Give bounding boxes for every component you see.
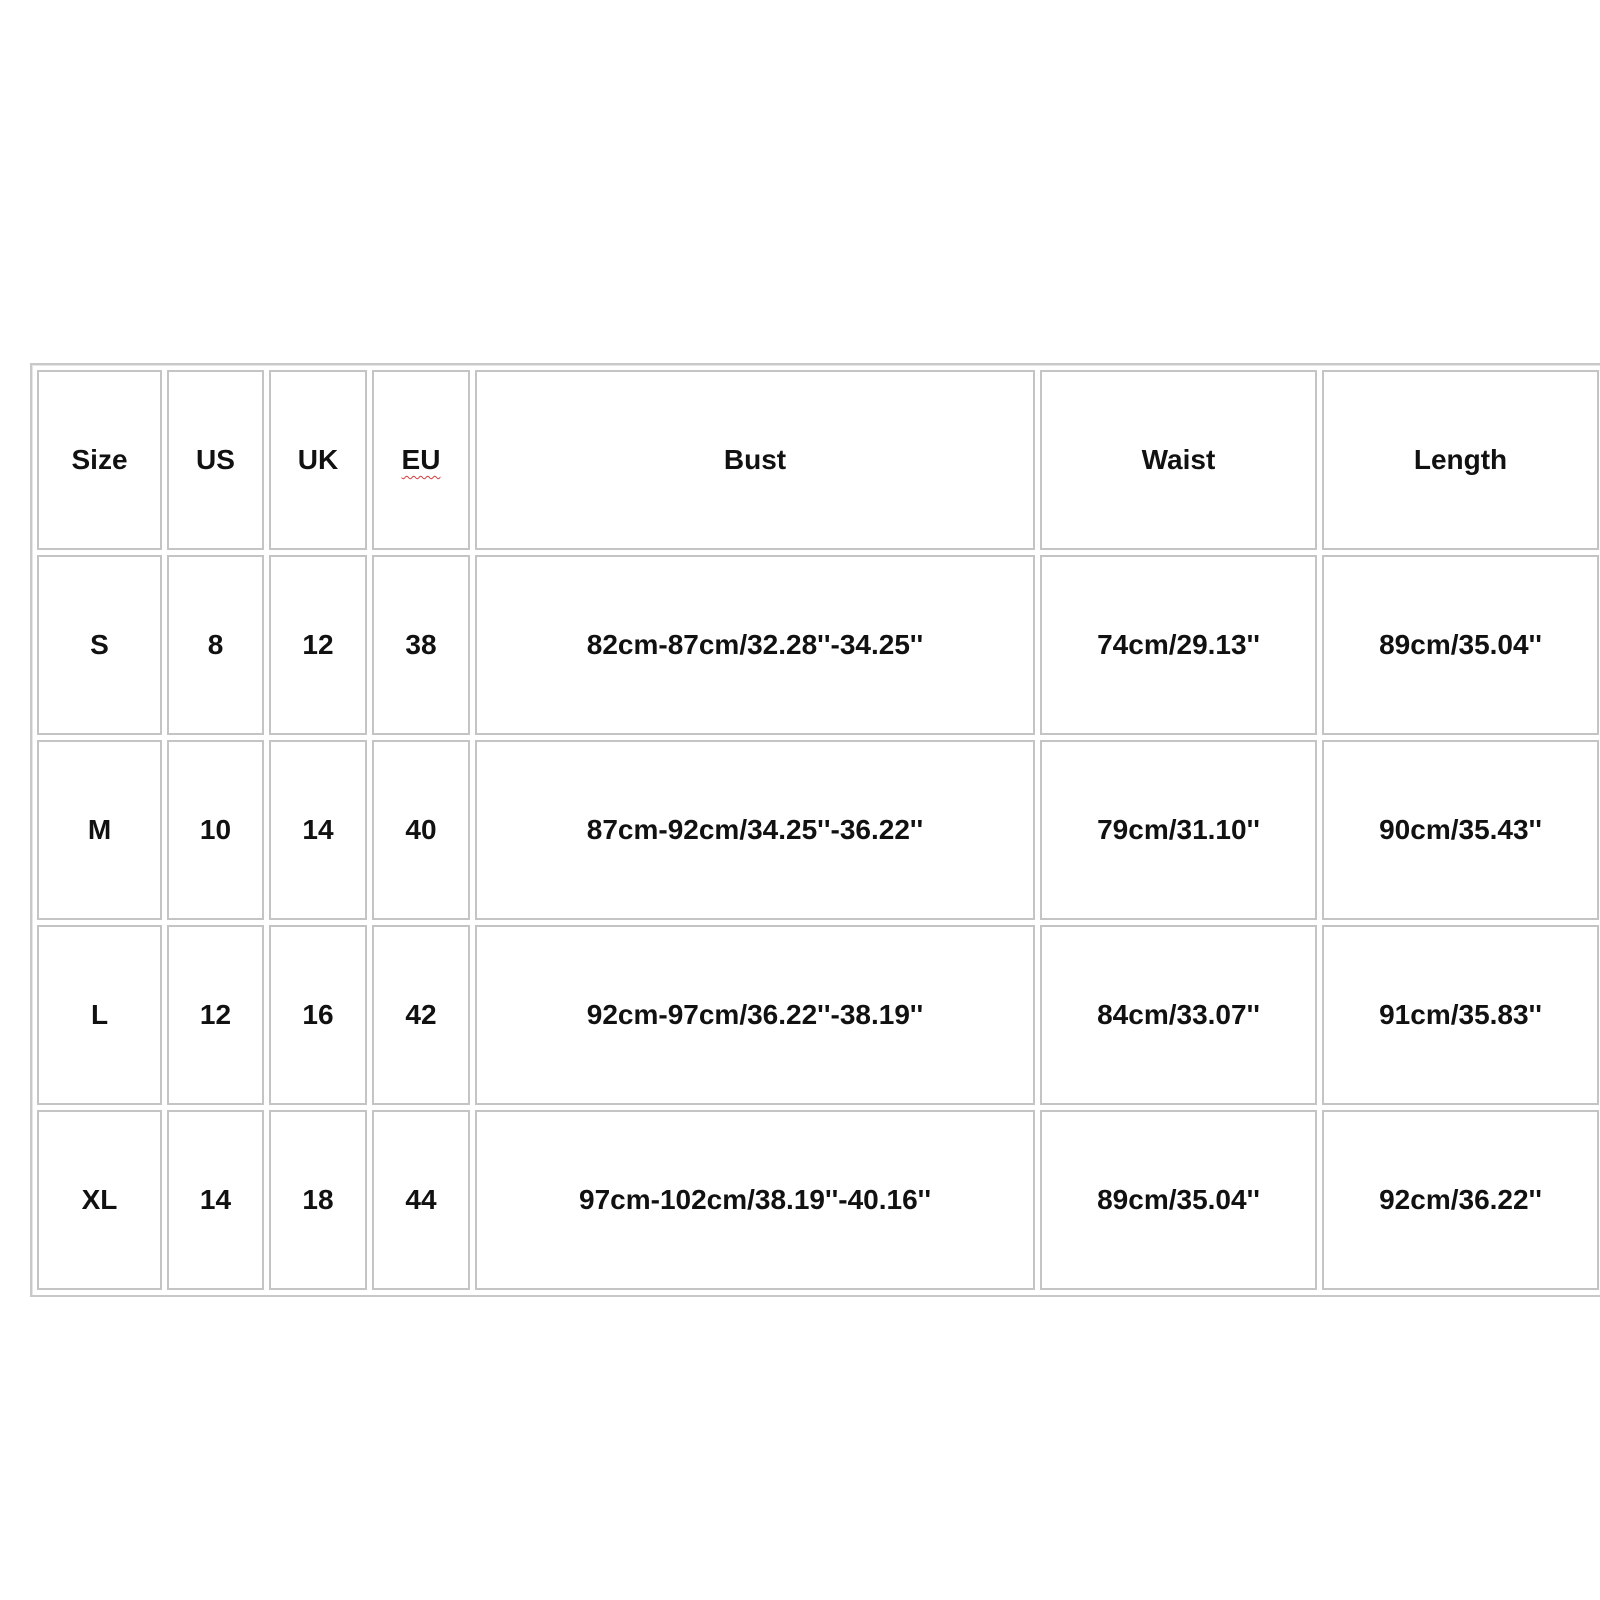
header-uk: UK [269, 370, 367, 550]
cell-bust: 82cm-87cm/32.28''-34.25'' [475, 555, 1035, 735]
cell-eu: 40 [372, 740, 470, 920]
cell-waist: 74cm/29.13'' [1040, 555, 1317, 735]
table-row [37, 925, 1599, 1105]
cell-waist: 79cm/31.10'' [1040, 740, 1317, 920]
cell-bust: 87cm-92cm/34.25''-36.22'' [475, 740, 1035, 920]
cell-length: 91cm/35.83'' [1322, 925, 1599, 1105]
cell-waist: 84cm/33.07'' [1040, 925, 1317, 1105]
cell-size: L [37, 925, 162, 1105]
cell-us: 12 [167, 925, 264, 1105]
header-waist: Waist [1040, 370, 1317, 550]
cell-us: 14 [167, 1110, 264, 1290]
cell-us: 10 [167, 740, 264, 920]
cell-length: 89cm/35.04'' [1322, 555, 1599, 735]
table-row [37, 555, 1599, 735]
table-row [37, 740, 1599, 920]
cell-eu: 38 [372, 555, 470, 735]
cell-length: 92cm/36.22'' [1322, 1110, 1599, 1290]
header-us: US [167, 370, 264, 550]
cell-eu: 42 [372, 925, 470, 1105]
cell-waist: 89cm/35.04'' [1040, 1110, 1317, 1290]
cell-size: M [37, 740, 162, 920]
cell-us: 8 [167, 555, 264, 735]
header-eu-label: EU [401, 444, 441, 475]
header-bust: Bust [475, 370, 1035, 550]
cell-bust: 92cm-97cm/36.22''-38.19'' [475, 925, 1035, 1105]
cell-length: 90cm/35.43'' [1322, 740, 1599, 920]
cell-uk: 14 [269, 740, 367, 920]
cell-uk: 18 [269, 1110, 367, 1290]
cell-size: XL [37, 1110, 162, 1290]
header-eu [372, 370, 470, 550]
header-length: Length [1322, 370, 1599, 550]
table-row [37, 1110, 1599, 1290]
cell-uk: 12 [269, 555, 367, 735]
header-row [37, 370, 1599, 550]
size-chart-table [30, 363, 1600, 1297]
cell-uk: 16 [269, 925, 367, 1105]
cell-size: S [37, 555, 162, 735]
header-size: Size [37, 370, 162, 550]
cell-eu: 44 [372, 1110, 470, 1290]
cell-bust: 97cm-102cm/38.19''-40.16'' [475, 1110, 1035, 1290]
